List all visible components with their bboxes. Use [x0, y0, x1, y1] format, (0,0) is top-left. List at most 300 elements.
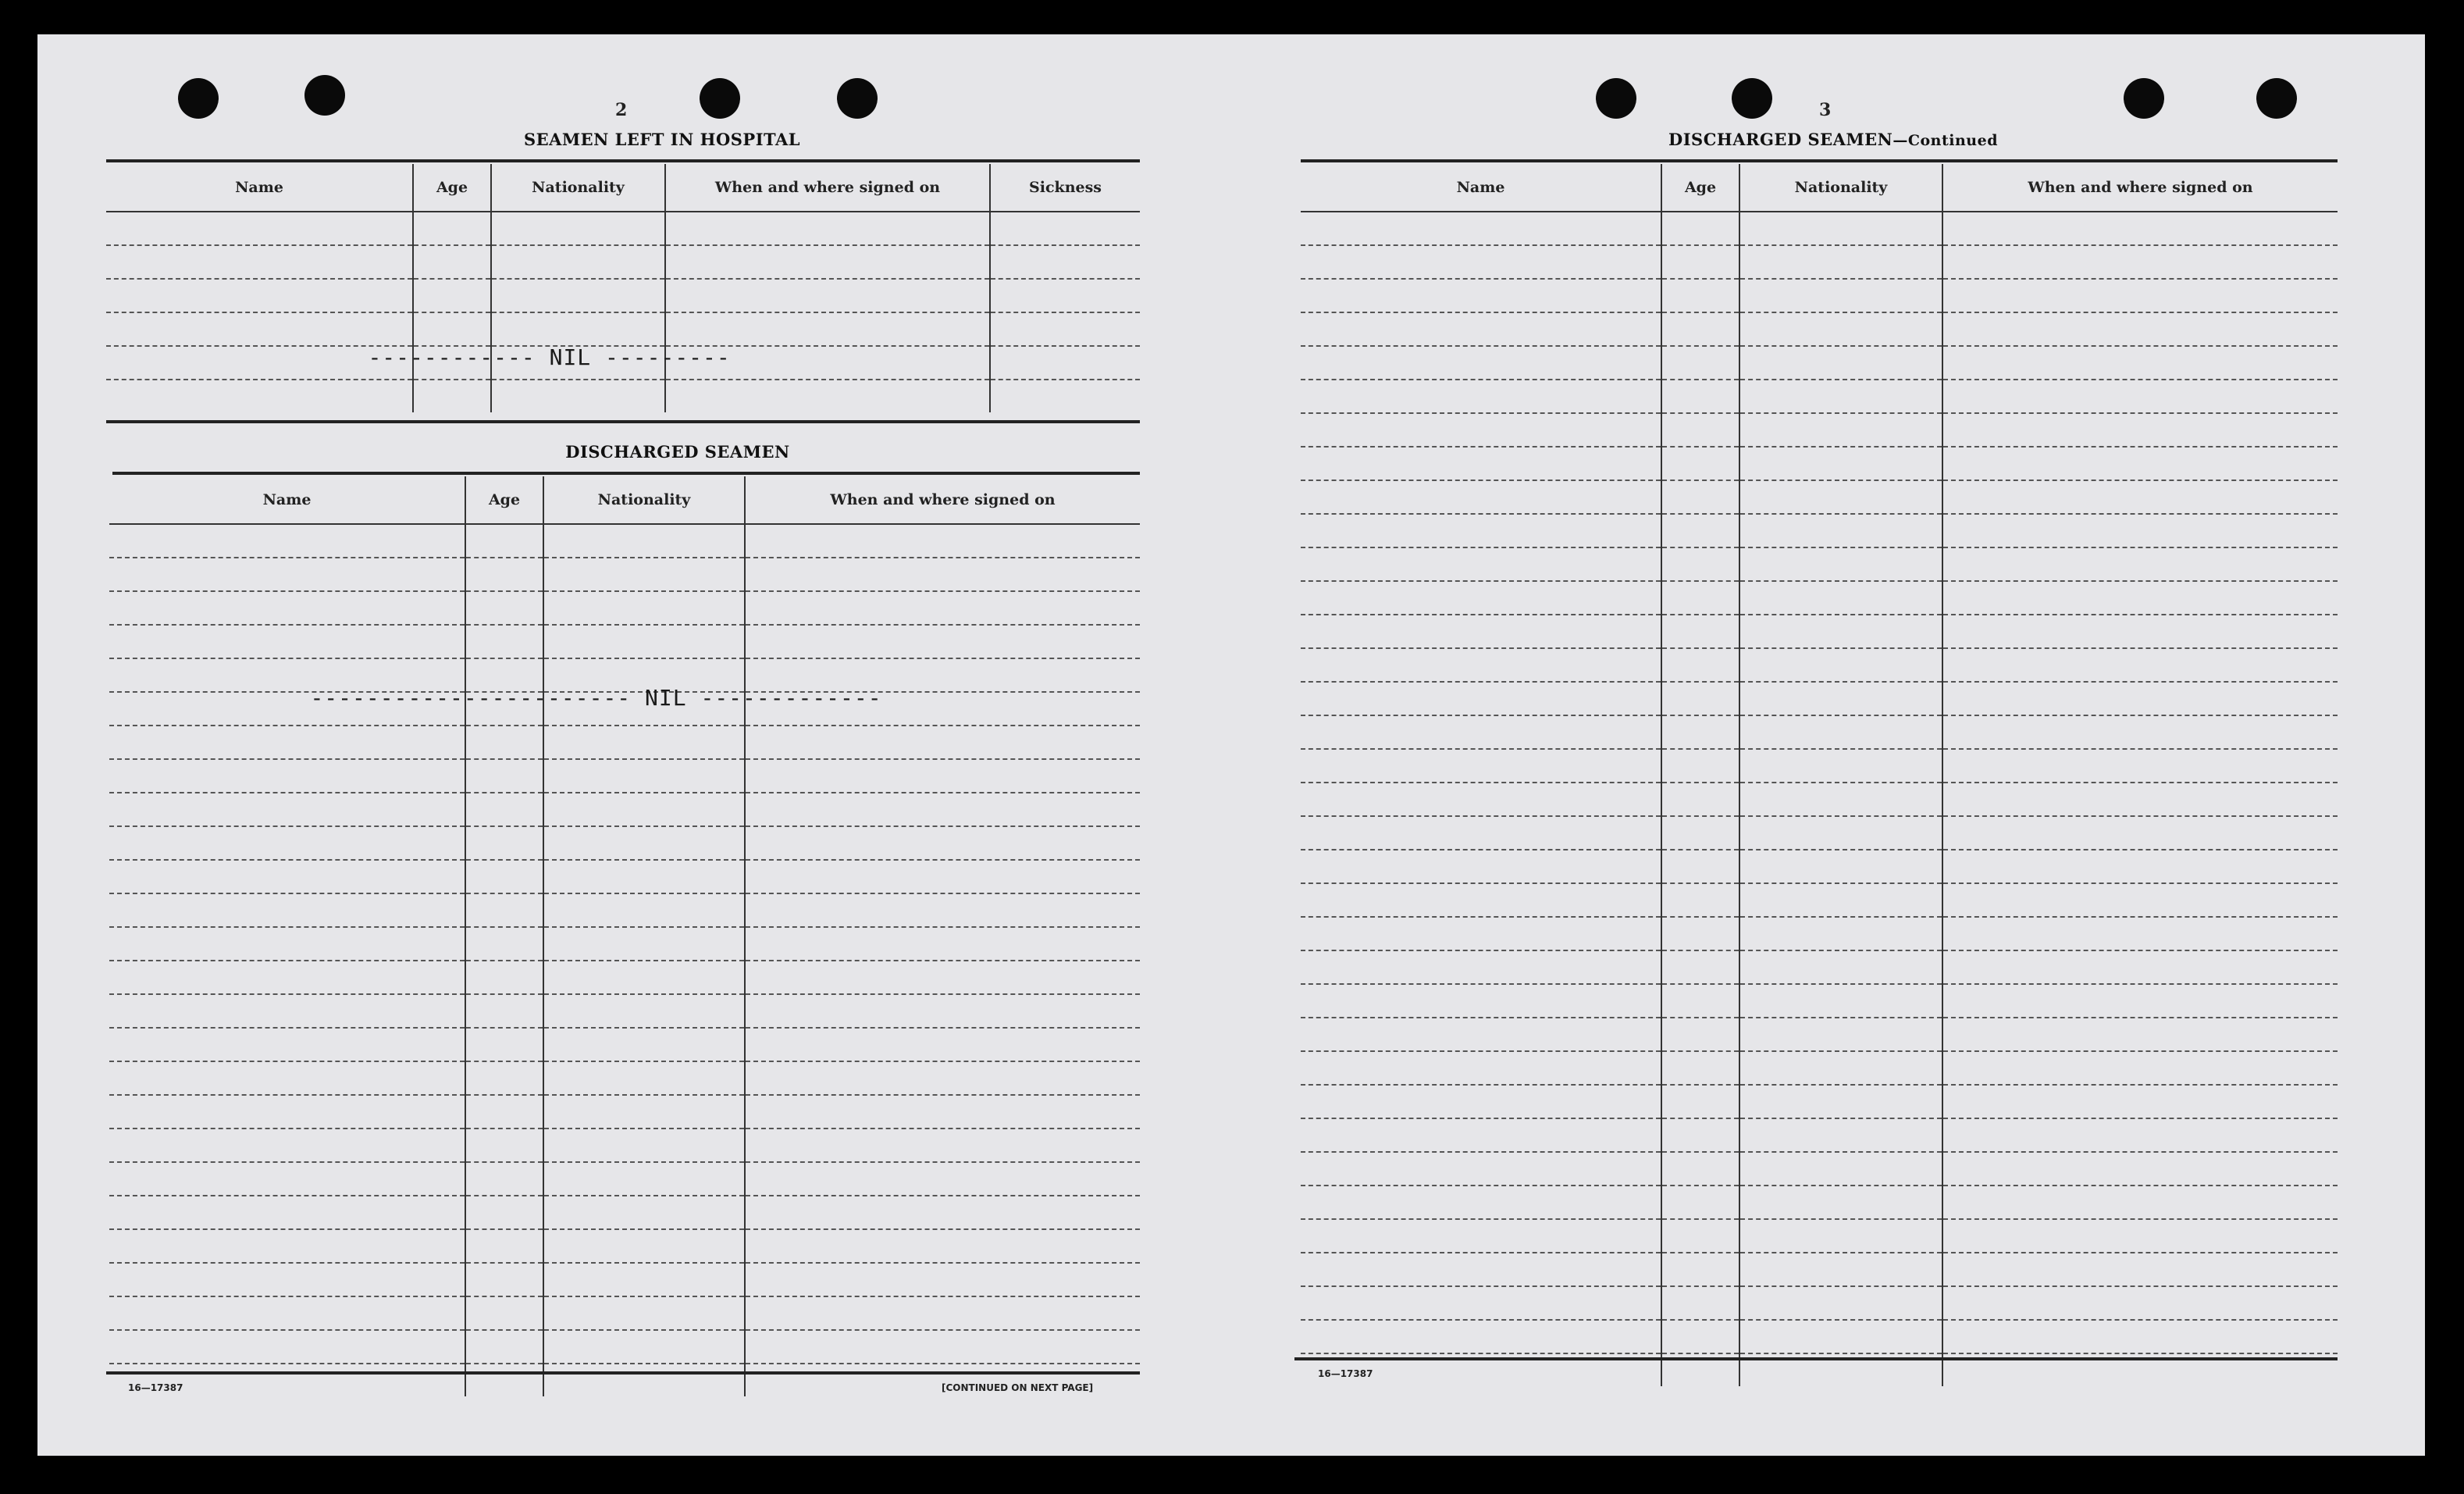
blank-cell: [1301, 1286, 1661, 1320]
blank-cell: [745, 1296, 1140, 1330]
table-row: [1301, 883, 2338, 917]
table-row: [1301, 1085, 2338, 1118]
blank-cell: [1739, 1320, 1942, 1353]
right-title-main: DISCHARGED SEAMEN: [1668, 130, 1893, 149]
blank-cell: [1301, 682, 1661, 715]
table-row: [106, 279, 1140, 312]
blank-cell: [1301, 984, 1661, 1018]
blank-cell: [109, 927, 465, 961]
blank-cell: [745, 1162, 1140, 1196]
blank-cell: [1661, 346, 1739, 380]
blank-cell: [1661, 312, 1739, 346]
blank-cell: [1739, 1253, 1942, 1286]
table-row: [1301, 547, 2338, 581]
blank-cell: [1942, 581, 2338, 615]
table-row: [1301, 380, 2338, 413]
table-row: [109, 994, 1140, 1028]
blank-cell: [745, 524, 1140, 558]
discharged-table: [109, 476, 1140, 1396]
blank-cell: [1942, 984, 2338, 1018]
blank-cell: [1942, 1253, 2338, 1286]
column-header: Name: [109, 476, 465, 524]
table-row: [1301, 1118, 2338, 1152]
page-number-left: 2: [615, 100, 628, 120]
table-row: [109, 1196, 1140, 1229]
table-row: [109, 826, 1140, 860]
hospital-top-rule: [106, 159, 1140, 162]
blank-cell: [745, 1330, 1140, 1364]
punch-hole-icon: [700, 78, 740, 119]
blank-cell: [1942, 950, 2338, 984]
blank-cell: [465, 591, 543, 625]
blank-cell: [109, 893, 465, 927]
blank-cell: [1942, 1085, 2338, 1118]
blank-cell: [109, 1162, 465, 1196]
blank-cell: [990, 279, 1140, 312]
blank-cell: [1739, 279, 1942, 312]
blank-cell: [1661, 783, 1739, 816]
blank-cell: [745, 860, 1140, 893]
table-row: [1301, 950, 2338, 984]
blank-cell: [1739, 480, 1942, 514]
blank-cell: [1661, 1186, 1739, 1219]
blank-cell: [1942, 346, 2338, 380]
blank-cell: [1942, 547, 2338, 581]
table-row: [1301, 447, 2338, 480]
blank-cell: [1301, 279, 1661, 312]
blank-cell: [1301, 547, 1661, 581]
table-row: [1301, 1051, 2338, 1085]
blank-cell: [745, 558, 1140, 591]
table-row: [1301, 514, 2338, 547]
blank-cell: [465, 893, 543, 927]
blank-cell: [1942, 1051, 2338, 1085]
table-row: [1301, 1286, 2338, 1320]
blank-cell: [543, 994, 745, 1028]
blank-cell: [1301, 346, 1661, 380]
blank-cell: [1661, 1253, 1739, 1286]
blank-cell: [1301, 581, 1661, 615]
blank-cell: [1942, 1286, 2338, 1320]
table-row: [109, 1028, 1140, 1061]
blank-cell: [745, 927, 1140, 961]
blank-cell: [1739, 917, 1942, 950]
blank-cell: [109, 1129, 465, 1162]
discharged-section-title: DISCHARGED SEAMEN: [565, 442, 790, 462]
blank-cell: [745, 1061, 1140, 1095]
blank-cell: [109, 961, 465, 994]
blank-cell: [1301, 950, 1661, 984]
blank-cell: [465, 826, 543, 860]
table-row: [109, 1095, 1140, 1129]
table-row: [1301, 615, 2338, 648]
blank-cell: [745, 793, 1140, 826]
blank-cell: [109, 1095, 465, 1129]
blank-cell: [990, 212, 1140, 245]
blank-cell: [1942, 682, 2338, 715]
form-number-right: 16—17387: [1318, 1368, 1373, 1379]
column-header: Age: [465, 476, 543, 524]
blank-cell: [1739, 883, 1942, 917]
blank-cell: [1301, 749, 1661, 783]
blank-cell: [1661, 212, 1739, 245]
blank-cell: [1301, 1320, 1661, 1353]
blank-cell: [745, 591, 1140, 625]
table-row: [109, 961, 1140, 994]
column-header: Nationality: [1739, 164, 1942, 212]
column-header: Sickness: [990, 164, 1140, 212]
blank-cell: [465, 558, 543, 591]
blank-cell: [543, 1196, 745, 1229]
blank-cell: [1739, 1118, 1942, 1152]
blank-cell: [745, 1028, 1140, 1061]
continued-note: [CONTINUED ON NEXT PAGE]: [942, 1382, 1094, 1393]
table-row: [109, 759, 1140, 793]
blank-cell: [1942, 212, 2338, 245]
right-top-rule: [1301, 159, 2338, 162]
blank-cell: [109, 558, 465, 591]
blank-cell: [1739, 1286, 1942, 1320]
punch-hole-icon: [2256, 78, 2297, 119]
blank-cell: [465, 759, 543, 793]
blank-cell: [1942, 380, 2338, 413]
punch-hole-icon: [304, 75, 345, 116]
blank-cell: [1739, 950, 1942, 984]
blank-cell: [1942, 514, 2338, 547]
blank-cell: [465, 1095, 543, 1129]
blank-cell: [1739, 581, 1942, 615]
blank-cell: [465, 1296, 543, 1330]
blank-cell: [1301, 212, 1661, 245]
blank-cell: [465, 1330, 543, 1364]
right-discharged-table: [1301, 164, 2338, 1386]
blank-cell: [1661, 279, 1739, 312]
blank-cell: [745, 1229, 1140, 1263]
blank-cell: [990, 312, 1140, 346]
blank-cell: [665, 245, 990, 279]
blank-cell: [1661, 749, 1739, 783]
table-row: [106, 245, 1140, 279]
blank-cell: [1739, 413, 1942, 447]
table-row: [1301, 480, 2338, 514]
blank-cell: [1301, 413, 1661, 447]
blank-cell: [1942, 783, 2338, 816]
table-row: [109, 558, 1140, 591]
blank-cell: [1942, 749, 2338, 783]
blank-cell: [1739, 984, 1942, 1018]
column-header: Name: [1301, 164, 1661, 212]
blank-cell: [465, 625, 543, 658]
blank-cell: [1661, 1152, 1739, 1186]
blank-cell: [1661, 413, 1739, 447]
blank-cell: [1661, 245, 1739, 279]
blank-cell: [1661, 1018, 1739, 1051]
blank-cell: [1739, 312, 1942, 346]
column-header: When and where signed on: [1942, 164, 2338, 212]
blank-cell: [745, 994, 1140, 1028]
blank-cell: [465, 1263, 543, 1296]
blank-cell: [1301, 312, 1661, 346]
blank-cell: [543, 1095, 745, 1129]
blank-cell: [109, 1296, 465, 1330]
blank-cell: [745, 1196, 1140, 1229]
blank-cell: [109, 591, 465, 625]
blank-cell: [1942, 883, 2338, 917]
table-row: [1301, 749, 2338, 783]
table-row: [1301, 413, 2338, 447]
blank-cell: [465, 961, 543, 994]
blank-cell: [109, 1330, 465, 1364]
blank-cell: [1739, 346, 1942, 380]
blank-cell: [1661, 682, 1739, 715]
blank-cell: [1942, 1118, 2338, 1152]
blank-cell: [1739, 749, 1942, 783]
blank-cell: [1301, 648, 1661, 682]
nil-text: NIL: [645, 685, 687, 711]
blank-cell: [745, 759, 1140, 793]
blank-cell: [491, 212, 665, 245]
blank-cell: [1301, 245, 1661, 279]
blank-cell: [1739, 615, 1942, 648]
blank-cell: [543, 860, 745, 893]
table-row: [109, 927, 1140, 961]
blank-cell: [109, 625, 465, 658]
discharged-nil-entry: [255, 659, 882, 736]
table-row: [1301, 245, 2338, 279]
blank-cell: [543, 793, 745, 826]
blank-cell: [1739, 547, 1942, 581]
blank-cell: [543, 1263, 745, 1296]
blank-cell: [1942, 816, 2338, 850]
blank-cell: [1301, 1051, 1661, 1085]
blank-cell: [1739, 816, 1942, 850]
table-row: [1301, 816, 2338, 850]
blank-cell: [1739, 783, 1942, 816]
hospital-nil-entry: [312, 319, 731, 396]
table-row: [109, 1296, 1140, 1330]
table-row: [1301, 1018, 2338, 1051]
blank-cell: [1739, 1152, 1942, 1186]
blank-cell: [1301, 380, 1661, 413]
discharged-bottom-rule: [106, 1371, 1140, 1375]
blank-cell: [1301, 883, 1661, 917]
blank-cell: [1301, 615, 1661, 648]
blank-cell: [109, 1028, 465, 1061]
blank-cell: [1661, 447, 1739, 480]
column-header: When and where signed on: [745, 476, 1140, 524]
blank-cell: [413, 279, 491, 312]
blank-cell: [1301, 1118, 1661, 1152]
blank-cell: [109, 1229, 465, 1263]
blank-cell: [745, 1263, 1140, 1296]
blank-cell: [1739, 447, 1942, 480]
table-row: [1301, 581, 2338, 615]
punch-hole-icon: [837, 78, 878, 119]
blank-cell: [109, 524, 465, 558]
table-row: [109, 1263, 1140, 1296]
blank-cell: [1942, 480, 2338, 514]
hospital-bottom-rule: [106, 420, 1140, 423]
blank-cell: [1739, 514, 1942, 547]
blank-cell: [1661, 480, 1739, 514]
column-header: Age: [1661, 164, 1739, 212]
table-row: [109, 893, 1140, 927]
blank-cell: [1739, 1018, 1942, 1051]
blank-cell: [990, 380, 1140, 412]
blank-cell: [543, 759, 745, 793]
blank-cell: [465, 1229, 543, 1263]
nil-dashes-right: ---------: [605, 344, 731, 370]
blank-cell: [543, 893, 745, 927]
punch-hole-icon: [1596, 78, 1636, 119]
blank-cell: [1301, 1018, 1661, 1051]
blank-cell: [1739, 1051, 1942, 1085]
blank-cell: [109, 1196, 465, 1229]
blank-cell: [465, 994, 543, 1028]
blank-cell: [990, 346, 1140, 380]
blank-cell: [543, 1061, 745, 1095]
blank-cell: [491, 279, 665, 312]
table-row: [106, 212, 1140, 245]
blank-cell: [1942, 850, 2338, 883]
blank-cell: [1661, 1286, 1739, 1320]
blank-cell: [1301, 1085, 1661, 1118]
blank-cell: [109, 994, 465, 1028]
blank-cell: [1301, 850, 1661, 883]
blank-cell: [1301, 816, 1661, 850]
blank-cell: [465, 524, 543, 558]
column-header: When and where signed on: [665, 164, 990, 212]
blank-cell: [1739, 212, 1942, 245]
blank-cell: [1739, 1186, 1942, 1219]
blank-cell: [465, 1061, 543, 1095]
blank-cell: [1942, 1018, 2338, 1051]
table-row: [109, 860, 1140, 893]
table-row: [1301, 1186, 2338, 1219]
right-bottom-rule: [1294, 1357, 2338, 1360]
blank-cell: [1942, 1186, 2338, 1219]
column-header: Name: [106, 164, 413, 212]
blank-cell: [1301, 715, 1661, 749]
table-row: [109, 1129, 1140, 1162]
blank-cell: [1301, 447, 1661, 480]
blank-cell: [413, 245, 491, 279]
blank-cell: [1661, 547, 1739, 581]
table-row: [1301, 212, 2338, 245]
table-row: [1301, 648, 2338, 682]
column-header: Nationality: [543, 476, 745, 524]
blank-cell: [1661, 850, 1739, 883]
blank-cell: [106, 245, 413, 279]
punch-hole-icon: [2124, 78, 2164, 119]
blank-cell: [109, 759, 465, 793]
form-number-left: 16—17387: [128, 1382, 183, 1393]
blank-cell: [109, 1263, 465, 1296]
blank-cell: [1661, 581, 1739, 615]
blank-cell: [1942, 615, 2338, 648]
blank-cell: [465, 1364, 543, 1396]
table-row: [1301, 1152, 2338, 1186]
blank-cell: [1301, 1186, 1661, 1219]
blank-cell: [745, 625, 1140, 658]
table-row: [1301, 917, 2338, 950]
blank-cell: [1661, 1051, 1739, 1085]
blank-cell: [1661, 984, 1739, 1018]
table-row: [109, 1061, 1140, 1095]
table-row: [1301, 715, 2338, 749]
blank-cell: [1301, 1219, 1661, 1253]
blank-cell: [1301, 1253, 1661, 1286]
blank-cell: [543, 524, 745, 558]
blank-cell: [1739, 850, 1942, 883]
table-row: [109, 625, 1140, 658]
blank-cell: [465, 927, 543, 961]
table-row: [109, 1229, 1140, 1263]
blank-cell: [1739, 682, 1942, 715]
blank-cell: [543, 1162, 745, 1196]
table-row: [1301, 312, 2338, 346]
blank-cell: [1739, 1219, 1942, 1253]
blank-cell: [745, 826, 1140, 860]
table-row: [109, 1330, 1140, 1364]
blank-cell: [1661, 1219, 1739, 1253]
nil-dashes-right: -------------: [700, 685, 882, 711]
column-header: Nationality: [491, 164, 665, 212]
discharged-top-rule: [112, 472, 1140, 475]
blank-cell: [1942, 1152, 2338, 1186]
table-row: [109, 524, 1140, 558]
blank-cell: [1739, 380, 1942, 413]
blank-cell: [465, 1196, 543, 1229]
table-row: [1301, 1253, 2338, 1286]
blank-cell: [491, 245, 665, 279]
table-row: [1301, 682, 2338, 715]
table-row: [109, 1162, 1140, 1196]
blank-cell: [1301, 480, 1661, 514]
blank-cell: [1942, 447, 2338, 480]
blank-cell: [1739, 715, 1942, 749]
blank-cell: [465, 1129, 543, 1162]
blank-cell: [1942, 648, 2338, 682]
punch-hole-icon: [1732, 78, 1772, 119]
table-row: [1301, 346, 2338, 380]
table-row: [1301, 984, 2338, 1018]
column-header: Age: [413, 164, 491, 212]
blank-cell: [1301, 917, 1661, 950]
blank-cell: [1301, 1152, 1661, 1186]
blank-cell: [109, 826, 465, 860]
table-row: [1301, 1320, 2338, 1353]
blank-cell: [465, 1028, 543, 1061]
blank-cell: [109, 793, 465, 826]
blank-cell: [1661, 950, 1739, 984]
blank-cell: [543, 927, 745, 961]
blank-cell: [543, 1129, 745, 1162]
blank-cell: [1942, 1320, 2338, 1353]
table-row: [1301, 1219, 2338, 1253]
blank-cell: [745, 961, 1140, 994]
blank-cell: [543, 558, 745, 591]
blank-cell: [1739, 245, 1942, 279]
blank-cell: [109, 1061, 465, 1095]
blank-cell: [1661, 1118, 1739, 1152]
blank-cell: [1942, 279, 2338, 312]
blank-cell: [1661, 715, 1739, 749]
blank-cell: [1739, 1085, 1942, 1118]
table-row: [1301, 279, 2338, 312]
blank-cell: [543, 625, 745, 658]
blank-cell: [106, 279, 413, 312]
